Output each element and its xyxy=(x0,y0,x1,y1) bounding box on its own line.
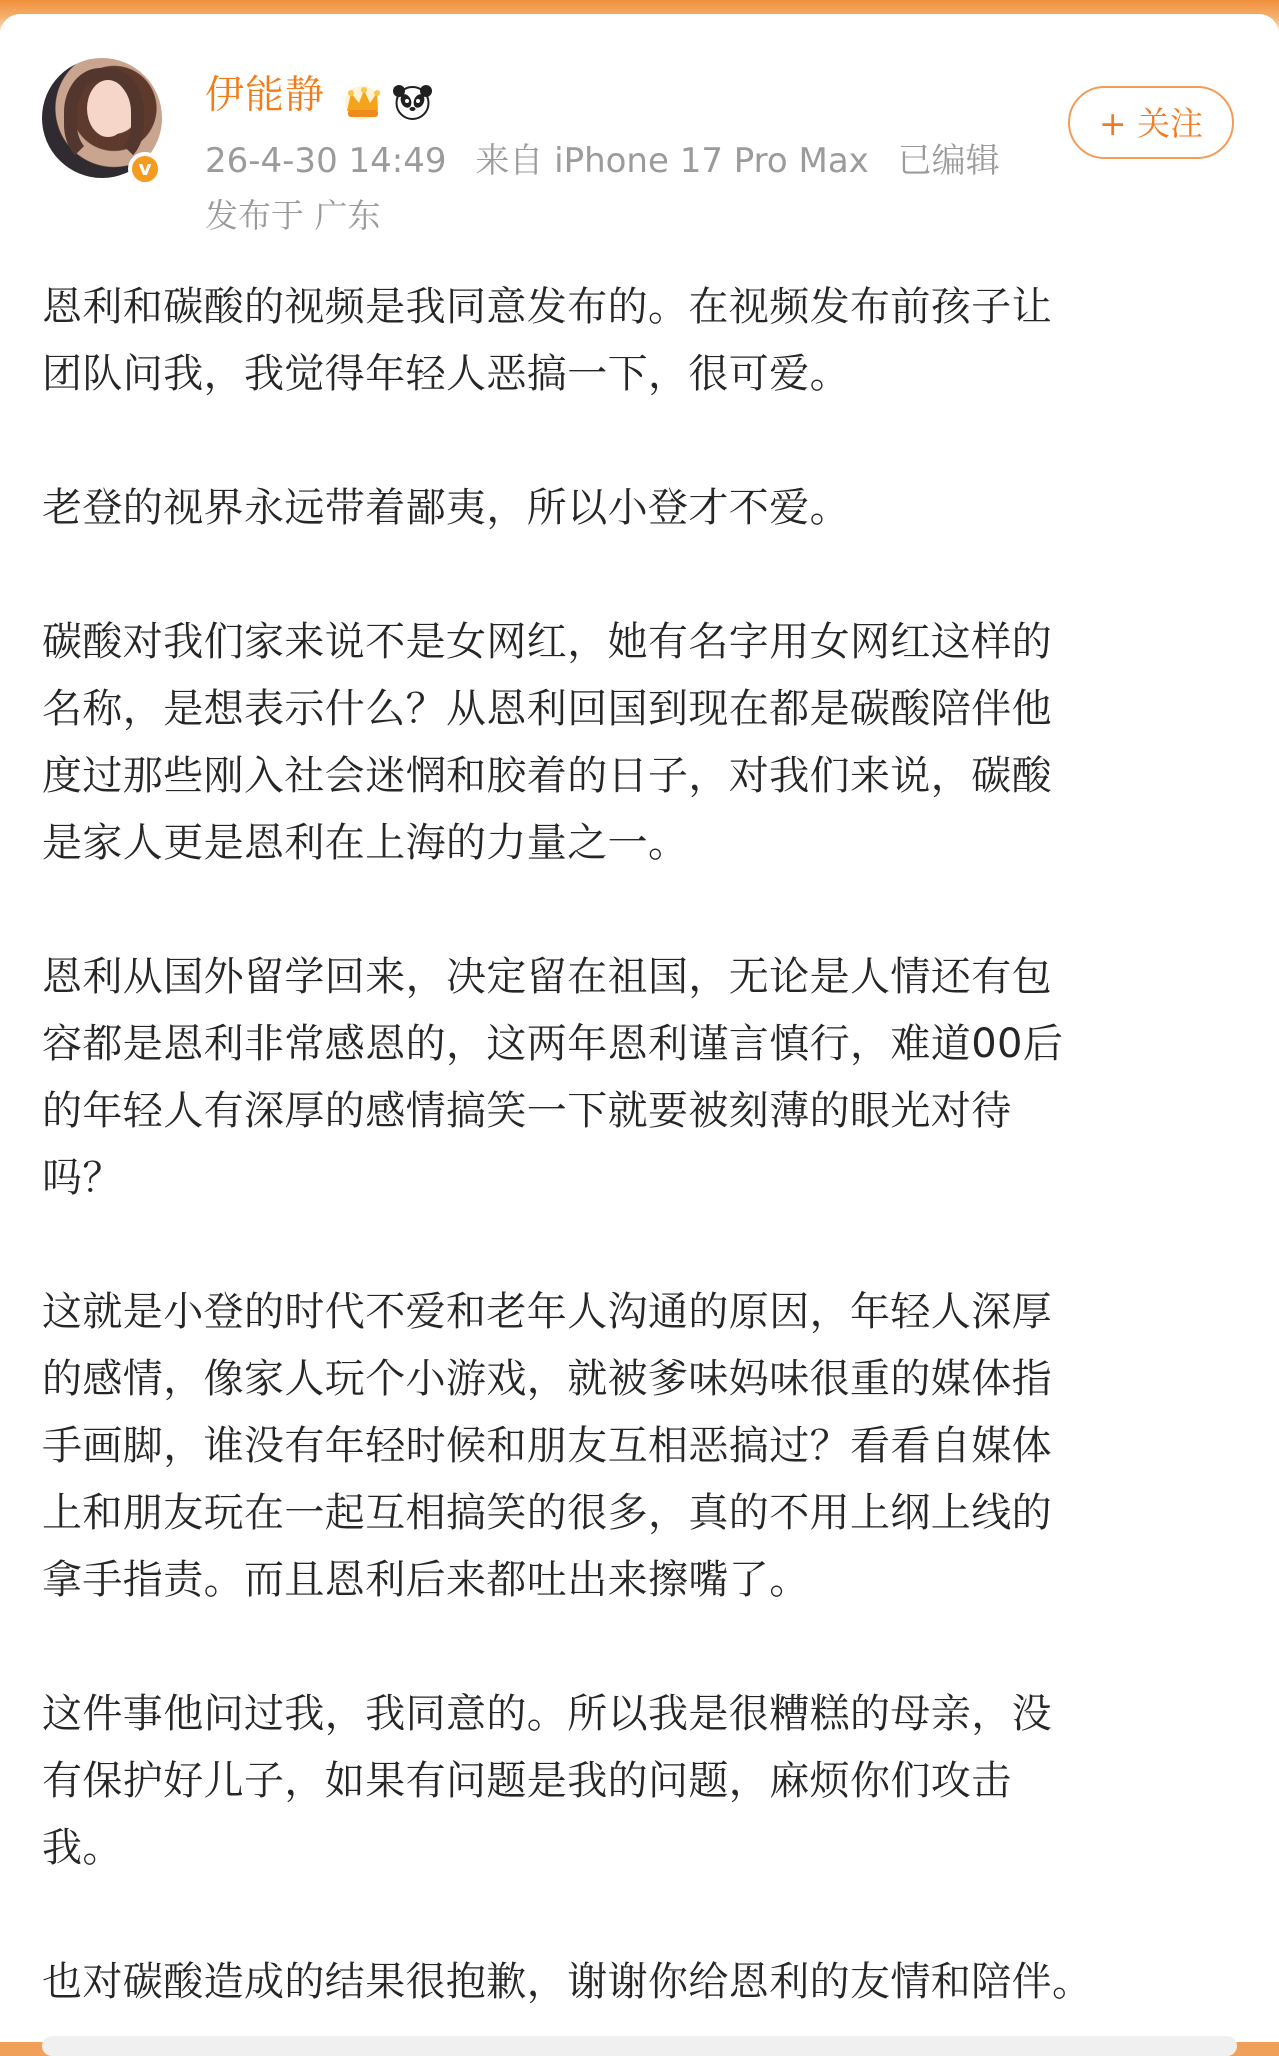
post-paragraph: 这件事他问过我，我同意的。所以我是很糟糕的母亲，没 有保护好儿子，如果有问题是我的问题，麻烦你们攻击 我。 xyxy=(42,1691,1052,1871)
post-body xyxy=(42,274,1237,2016)
author-name[interactable]: 伊能静 xyxy=(205,73,326,118)
post-paragraph: 碳酸对我们家来说不是女网红，她有名字用女网红这样的 名称，是想表示什么？从恩利回国到现在都是碳酸陪伴他 度过那些刚入社会迷惘和胶着的日子，对我们来说，碳酸 是家人更是恩利在上海的力量之一。 xyxy=(42,619,1052,866)
crown-badge-icon xyxy=(340,83,383,121)
post-source: 来自 iPhone 17 Pro Max xyxy=(475,141,869,181)
follow-button[interactable]: + 关注 xyxy=(1068,86,1234,159)
post-paragraph: 也对碳酸造成的结果很抱歉，谢谢你给恩利的友情和陪伴。 xyxy=(42,1959,1093,2005)
post-paragraph: 这就是小登的时代不爱和老年人沟通的原因，年轻人深厚 的感情，像家人玩个小游戏，就被爹味妈味很重的媒体指 手画脚，谁没有年轻时候和朋友互相恶搞过？看看自媒体 上和朋友玩在一起互相搞笑的很多，真的不用上纲上线的 拿手指责。而且恩利后来都吐出来擦嘴了。 xyxy=(42,1289,1052,1603)
post-location: 发布于 广东 xyxy=(205,196,381,235)
post-paragraph: 恩利从国外留学回来，决定留在祖国，无论是人情还有包 容都是恩利非常感恩的，这两年恩利谨言慎行，难道00后 的年轻人有深厚的感情搞笑一下就要被刻薄的眼光对待 吗？ xyxy=(42,954,1064,1201)
post-paragraph: 老登的视界永远带着鄙夷，所以小登才不爱。 xyxy=(42,485,850,531)
verified-badge-icon: v xyxy=(128,152,162,186)
post-time: 26-4-30 14:49 xyxy=(205,141,447,181)
post-card xyxy=(0,14,1279,2042)
panda-badge-icon xyxy=(390,81,435,123)
avatar-face xyxy=(87,80,129,137)
bottom-divider xyxy=(42,2036,1237,2056)
post-meta xyxy=(205,140,1018,182)
post-paragraph: 恩利和碳酸的视频是我同意发布的。在视频发布前孩子让 团队问我，我觉得年轻人恶搞一下，很可爱。 xyxy=(42,284,1052,397)
post-edited: 已编辑 xyxy=(897,141,1000,181)
